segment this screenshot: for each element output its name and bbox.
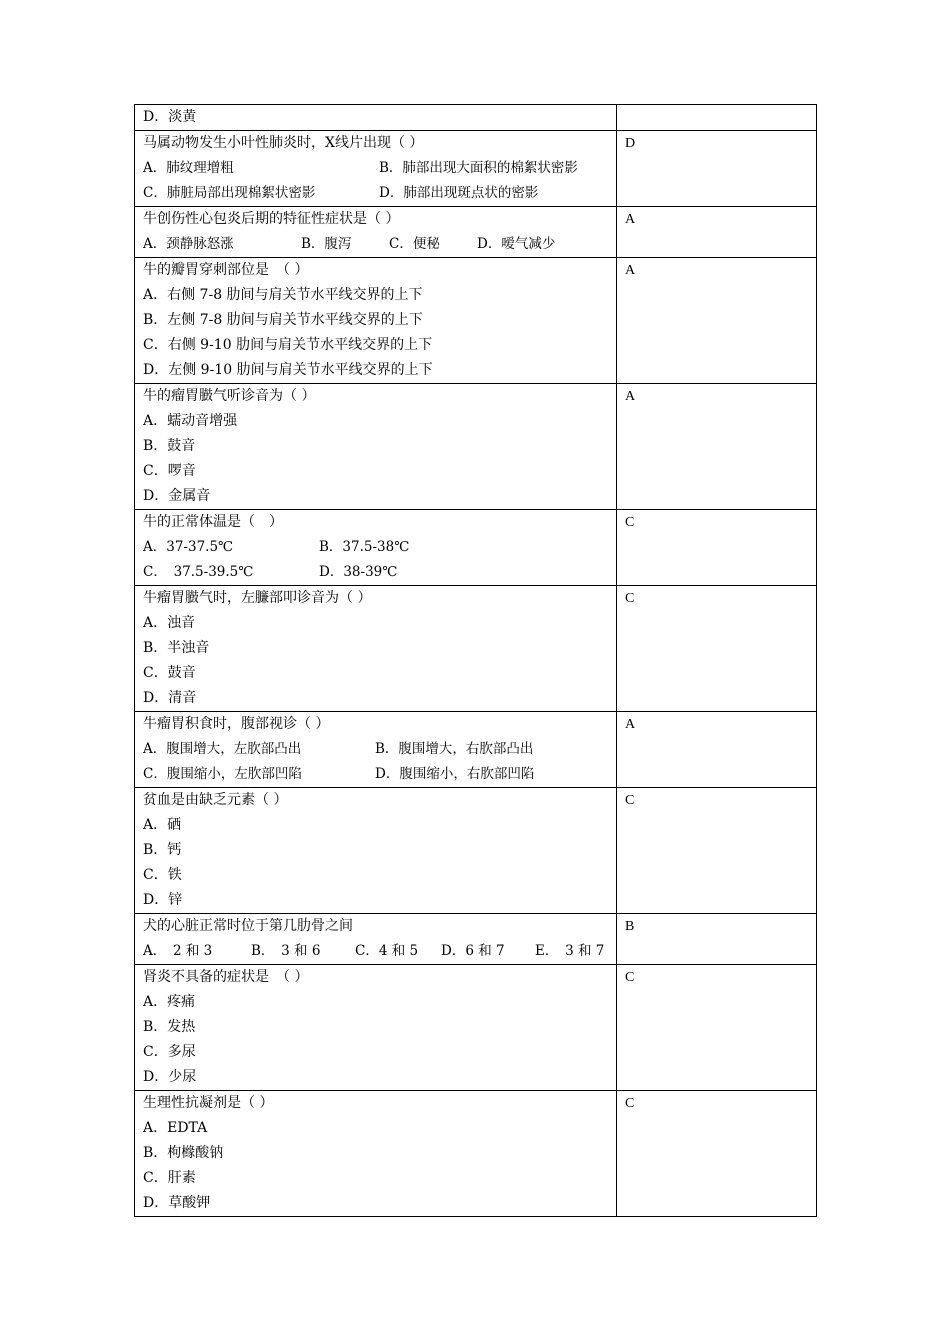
question-text: 牛的瘤胃臌气听诊音为（ ） xyxy=(143,388,316,404)
table-row xyxy=(135,510,817,586)
question-cell xyxy=(135,105,617,131)
option-line: B．钙 xyxy=(143,842,182,858)
question-text: 牛瘤胃臌气时，左臁部叩诊音为（ ） xyxy=(143,590,372,606)
option-row xyxy=(143,939,608,964)
table-row xyxy=(135,788,817,914)
question-cell xyxy=(135,788,617,914)
answer-cell: A xyxy=(617,207,817,258)
question-cell xyxy=(135,384,617,510)
table-row xyxy=(135,914,817,965)
question-cell xyxy=(135,712,617,788)
option-line: A．硒 xyxy=(143,817,182,833)
option: C． 37.5-39.5℃ xyxy=(143,564,254,580)
answer-cell: A xyxy=(617,712,817,788)
question-answer-table xyxy=(134,104,817,1217)
option-row xyxy=(143,156,608,181)
option-line: C．鼓音 xyxy=(143,665,196,681)
option-line: B．左侧 7-8 肋间与肩关节水平线交界的上下 xyxy=(143,312,423,328)
option-line: C．右侧 9-10 肋间与肩关节水平线交界的上下 xyxy=(143,337,433,353)
option-line: A．EDTA xyxy=(143,1120,208,1136)
option-line: A．疼痛 xyxy=(143,994,196,1010)
option-line: D．左侧 9-10 肋间与肩关节水平线交界的上下 xyxy=(143,362,433,378)
table-row xyxy=(135,586,817,712)
option: C．便秘 xyxy=(389,236,440,252)
table-row xyxy=(135,258,817,384)
option: A．37-37.5℃ xyxy=(143,539,234,555)
option-line: C．肝素 xyxy=(143,1170,196,1186)
option: A．肺纹理增粗 xyxy=(143,160,234,176)
option-line: A．浊音 xyxy=(143,615,196,631)
question-cell xyxy=(135,207,617,258)
table-row xyxy=(135,1091,817,1217)
table-row xyxy=(135,965,817,1091)
option-line: D．少尿 xyxy=(143,1069,197,1085)
question-cell xyxy=(135,510,617,586)
question-cell xyxy=(135,914,617,965)
question-text: 贫血是由缺乏元素（ ） xyxy=(143,792,288,808)
question-text: 生理性抗凝剂是（ ） xyxy=(143,1095,274,1111)
option-row xyxy=(143,762,608,787)
answer-cell: B xyxy=(617,914,817,965)
answer-cell: A xyxy=(617,384,817,510)
option-line: B．发热 xyxy=(143,1019,196,1035)
option: D．嗳气减少 xyxy=(477,236,556,252)
option-line: C．铁 xyxy=(143,867,182,883)
question-cell xyxy=(135,586,617,712)
question-text: 牛创伤性心包炎后期的特征性症状是（ ） xyxy=(143,211,400,227)
table-row xyxy=(135,105,817,131)
option: D．38-39℃ xyxy=(319,564,398,580)
answer-cell: C xyxy=(617,1091,817,1217)
question-cell xyxy=(135,1091,617,1217)
question-text: 牛的瓣胃穿刺部位是 （ ） xyxy=(143,262,309,278)
answer-cell: C xyxy=(617,586,817,712)
question-cell xyxy=(135,965,617,1091)
option-line: A．右侧 7-8 肋间与肩关节水平线交界的上下 xyxy=(143,287,423,303)
option-line: B．鼓音 xyxy=(143,438,196,454)
option: B． 3 和 6 xyxy=(251,943,321,959)
option-row xyxy=(143,737,608,762)
option-line: B．枸橼酸钠 xyxy=(143,1145,224,1161)
question-text: 牛的正常体温是（ ） xyxy=(143,514,283,530)
option: D．肺部出现斑点状的密影 xyxy=(379,185,539,201)
question-cell xyxy=(135,258,617,384)
answer-cell: C xyxy=(617,965,817,1091)
option-row xyxy=(143,535,608,560)
answer-cell: C xyxy=(617,510,817,586)
option-line: A．蠕动音增强 xyxy=(143,413,238,429)
table-row xyxy=(135,131,817,207)
option-line: D．草酸钾 xyxy=(143,1195,211,1211)
option-line: D．锌 xyxy=(143,892,183,908)
answer-cell: D xyxy=(617,131,817,207)
question-text: 肾炎不具备的症状是 （ ） xyxy=(143,969,309,985)
option-line: C．啰音 xyxy=(143,463,196,479)
option: C．肺脏局部出现棉絮状密影 xyxy=(143,185,316,201)
option-line: D．金属音 xyxy=(143,488,211,504)
question-text: 牛瘤胃积食时，腹部视诊（ ） xyxy=(143,716,330,732)
option-row xyxy=(143,560,608,585)
table-row xyxy=(135,207,817,258)
question-text: 犬的心脏正常时位于第几肋骨之间 xyxy=(143,918,353,934)
option: B．37.5-38℃ xyxy=(319,539,410,555)
answer-cell: A xyxy=(617,258,817,384)
option-line: C．多尿 xyxy=(143,1044,196,1060)
option-line: D．淡黄 xyxy=(143,109,197,125)
answer-cell xyxy=(617,105,817,131)
option: A．腹围增大，左肷部凸出 xyxy=(143,741,302,757)
option: E． 3 和 7 xyxy=(535,943,605,959)
option: D．腹围缩小，右肷部凹陷 xyxy=(375,766,535,782)
answer-cell: C xyxy=(617,788,817,914)
option-row xyxy=(143,181,608,206)
table-row xyxy=(135,384,817,510)
option: B．肺部出现大面积的棉絮状密影 xyxy=(379,160,578,176)
option-line: B．半浊音 xyxy=(143,640,210,656)
option: C．4 和 5 xyxy=(355,943,419,959)
option: A． 2 和 3 xyxy=(143,943,213,959)
question-text: 马属动物发生小叶性肺炎时，X线片出现（ ） xyxy=(143,135,424,151)
option: B．腹围增大，右肷部凸出 xyxy=(375,741,534,757)
option: C．腹围缩小，左肷部凹陷 xyxy=(143,766,302,782)
option-line: D．清音 xyxy=(143,690,197,706)
option: A．颈静脉怒涨 xyxy=(143,236,234,252)
table-row xyxy=(135,712,817,788)
option: B．腹泻 xyxy=(301,236,352,252)
option-row xyxy=(143,232,608,257)
option: D．6 和 7 xyxy=(441,943,505,959)
question-cell xyxy=(135,131,617,207)
